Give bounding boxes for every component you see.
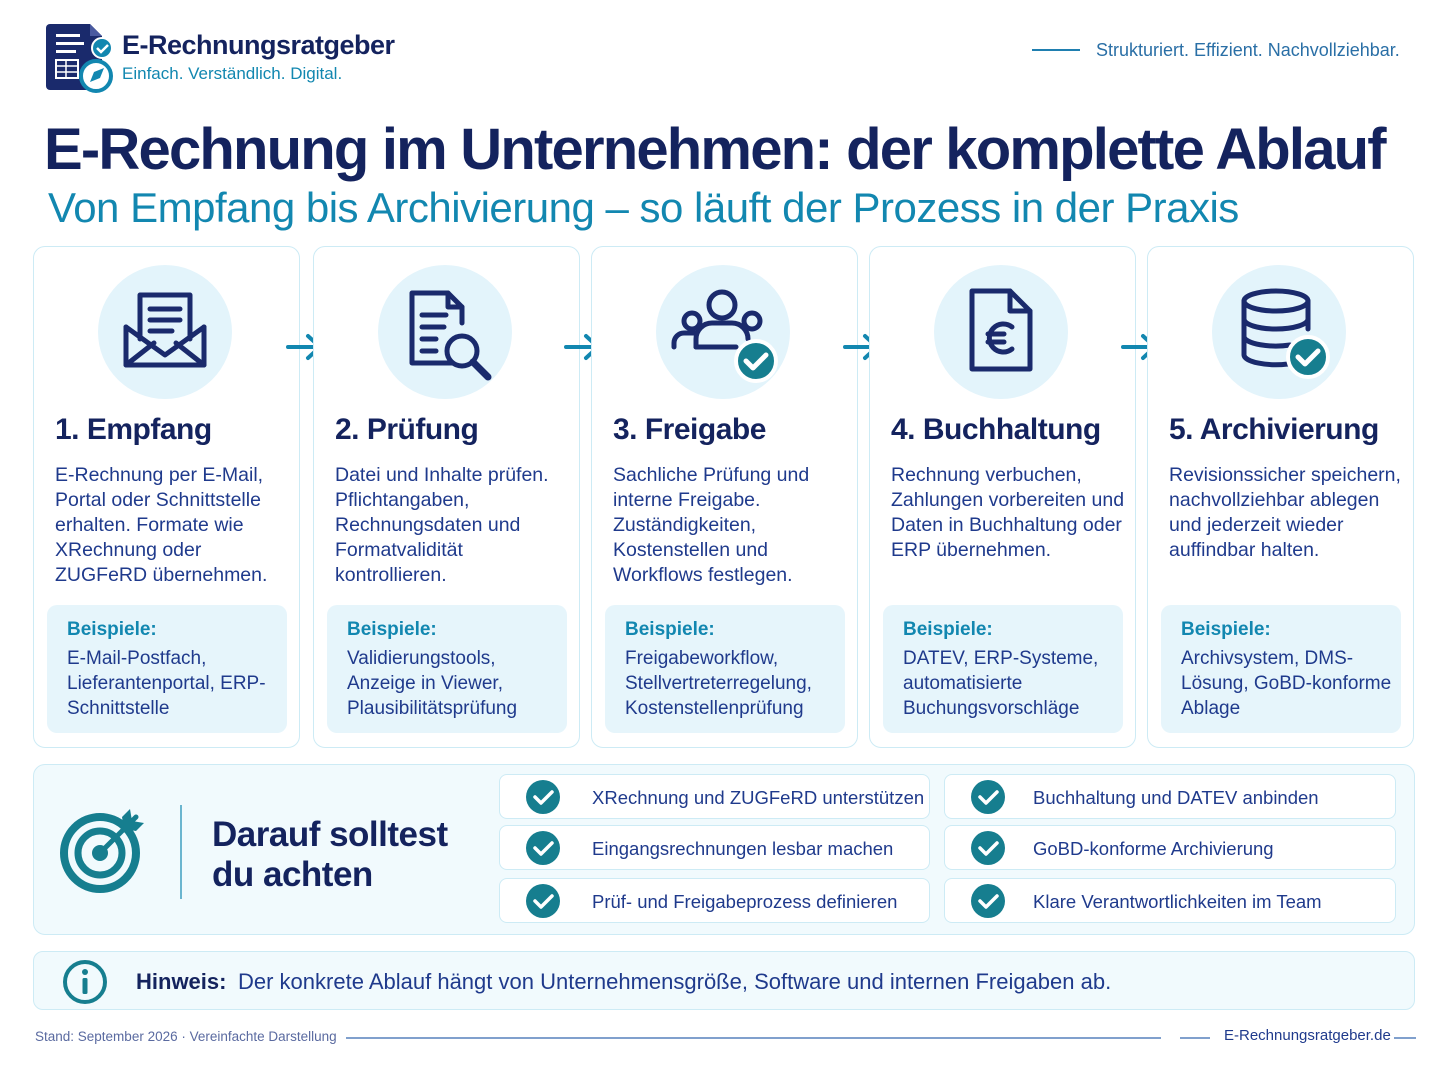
examples-label: Beispiele: (903, 619, 993, 640)
step-title: 1. Empfang (55, 413, 212, 446)
examples-box (1161, 605, 1401, 733)
step-card-empfang (33, 246, 300, 748)
checklist-item (499, 774, 930, 819)
step-card-buchhaltung (869, 246, 1136, 748)
brand-name: E-Rechnungsratgeber (122, 30, 395, 60)
hint-label: Hinweis: (136, 969, 227, 994)
checklist-title (212, 815, 448, 895)
step-description: Datei und Inhalte prüfen. Pflichtangaben, Rechnungsdaten und Formatvalidität kontrollieren. (335, 464, 549, 586)
step-icon-circle (656, 265, 790, 399)
examples-text: Validierungstools, Anzeige in Viewer, Plausibilitätsprüfung (347, 648, 518, 719)
target-icon (60, 805, 148, 893)
check-circle-icon (971, 780, 1005, 814)
step-card-archivierung (1147, 246, 1414, 748)
footer-divider (346, 1037, 1161, 1039)
step-icon-circle (98, 265, 232, 399)
logo-icon (46, 20, 118, 94)
checklist-panel (33, 764, 1415, 935)
check-circle-icon (526, 884, 560, 918)
checklist-item-label: Buchhaltung und DATEV anbinden (1033, 787, 1319, 808)
info-icon (62, 959, 108, 1005)
footer-website-link[interactable]: E-Rechnungsratgeber.de (1224, 1027, 1391, 1044)
checklist-item (499, 825, 930, 870)
page-subtitle: Von Empfang bis Archivierung – so läuft der Prozess in der Praxis (48, 184, 1239, 231)
panel-divider (180, 805, 182, 899)
examples-box (327, 605, 567, 733)
examples-text: Archivsystem, DMS-Lösung, GoBD-konforme Ablage (1181, 648, 1392, 719)
footer-divider (1180, 1037, 1210, 1039)
checklist-item-label: XRechnung und ZUGFeRD unterstützen (592, 787, 925, 808)
checklist-title-line: Darauf solltest (212, 815, 448, 854)
checklist-item (944, 878, 1396, 923)
euro-document-icon (934, 265, 1068, 399)
step-title: 5. Archivierung (1169, 413, 1379, 446)
examples-text: DATEV, ERP-Systeme, automatisierte Buchungsvorschläge (903, 648, 1099, 719)
examples-box (47, 605, 287, 733)
team-check-icon (656, 265, 790, 399)
footer-divider (1394, 1037, 1416, 1039)
hint-text: Der konkrete Ablauf hängt von Unternehmensgröße, Software und internen Freigaben ab. (238, 969, 1112, 994)
step-title: 3. Freigabe (613, 413, 766, 446)
check-circle-icon (971, 831, 1005, 865)
step-description: Sachliche Prüfung und interne Freigabe. Zuständigkeiten, Kostenstellen und Workflows festlegen. (613, 464, 810, 586)
step-icon-circle (378, 265, 512, 399)
examples-label: Beispiele: (1181, 619, 1271, 640)
step-title: 2. Prüfung (335, 413, 479, 446)
checklist-title-line: du achten (212, 855, 373, 894)
step-card-pruefung (313, 246, 580, 748)
check-circle-icon (526, 780, 560, 814)
step-card-freigabe (591, 246, 858, 748)
checklist-item (499, 878, 930, 923)
checklist-item-label: Klare Verantwortlichkeiten im Team (1033, 891, 1322, 912)
step-icon-circle (934, 265, 1068, 399)
examples-label: Beispiele: (347, 619, 437, 640)
check-circle-icon (971, 884, 1005, 918)
checklist-item (944, 774, 1396, 819)
check-circle-icon (526, 831, 560, 865)
examples-box (605, 605, 845, 733)
step-description: E-Rechnung per E-Mail, Portal oder Schnittstelle erhalten. Formate wie XRechnung oder ZUGFeRD übernehmen. (55, 464, 268, 586)
tagline: Strukturiert. Effizient. Nachvollziehbar. (1096, 40, 1400, 60)
examples-label: Beispiele: (625, 619, 715, 640)
checklist-item-label: Prüf- und Freigabeprozess definieren (592, 891, 898, 912)
brand-slogan: Einfach. Verständlich. Digital. (122, 64, 343, 83)
envelope-document-icon (98, 265, 232, 399)
step-icon-circle (1212, 265, 1346, 399)
database-check-icon (1212, 265, 1346, 399)
checklist-item-label: GoBD-konforme Archivierung (1033, 838, 1274, 859)
examples-text: Freigabeworkflow, Stellvertreterregelung, Kostenstellenprüfung (625, 648, 812, 719)
footer-date: Stand: September 2026 · Vereinfachte Darstellung (35, 1029, 337, 1044)
examples-label: Beispiele: (67, 619, 157, 640)
step-description: Revisionssicher speichern, nachvollziehbar ablegen und jederzeit wieder auffindbar halten. (1169, 464, 1401, 561)
page-title: E-Rechnung im Unternehmen: der komplette Ablauf (44, 117, 1385, 182)
tagline-divider (1032, 49, 1080, 51)
step-description: Rechnung verbuchen, Zahlungen vorbereiten und Daten in Buchhaltung oder ERP übernehmen. (891, 464, 1125, 561)
checklist-item (944, 825, 1396, 870)
examples-box (883, 605, 1123, 733)
step-title: 4. Buchhaltung (891, 413, 1101, 446)
checklist-item-label: Eingangsrechnungen lesbar machen (592, 838, 894, 859)
examples-text: E-Mail-Postfach, Lieferantenportal, ERP-Schnittstelle (67, 648, 266, 719)
hint-box (33, 951, 1415, 1010)
document-magnifier-icon (378, 265, 512, 399)
